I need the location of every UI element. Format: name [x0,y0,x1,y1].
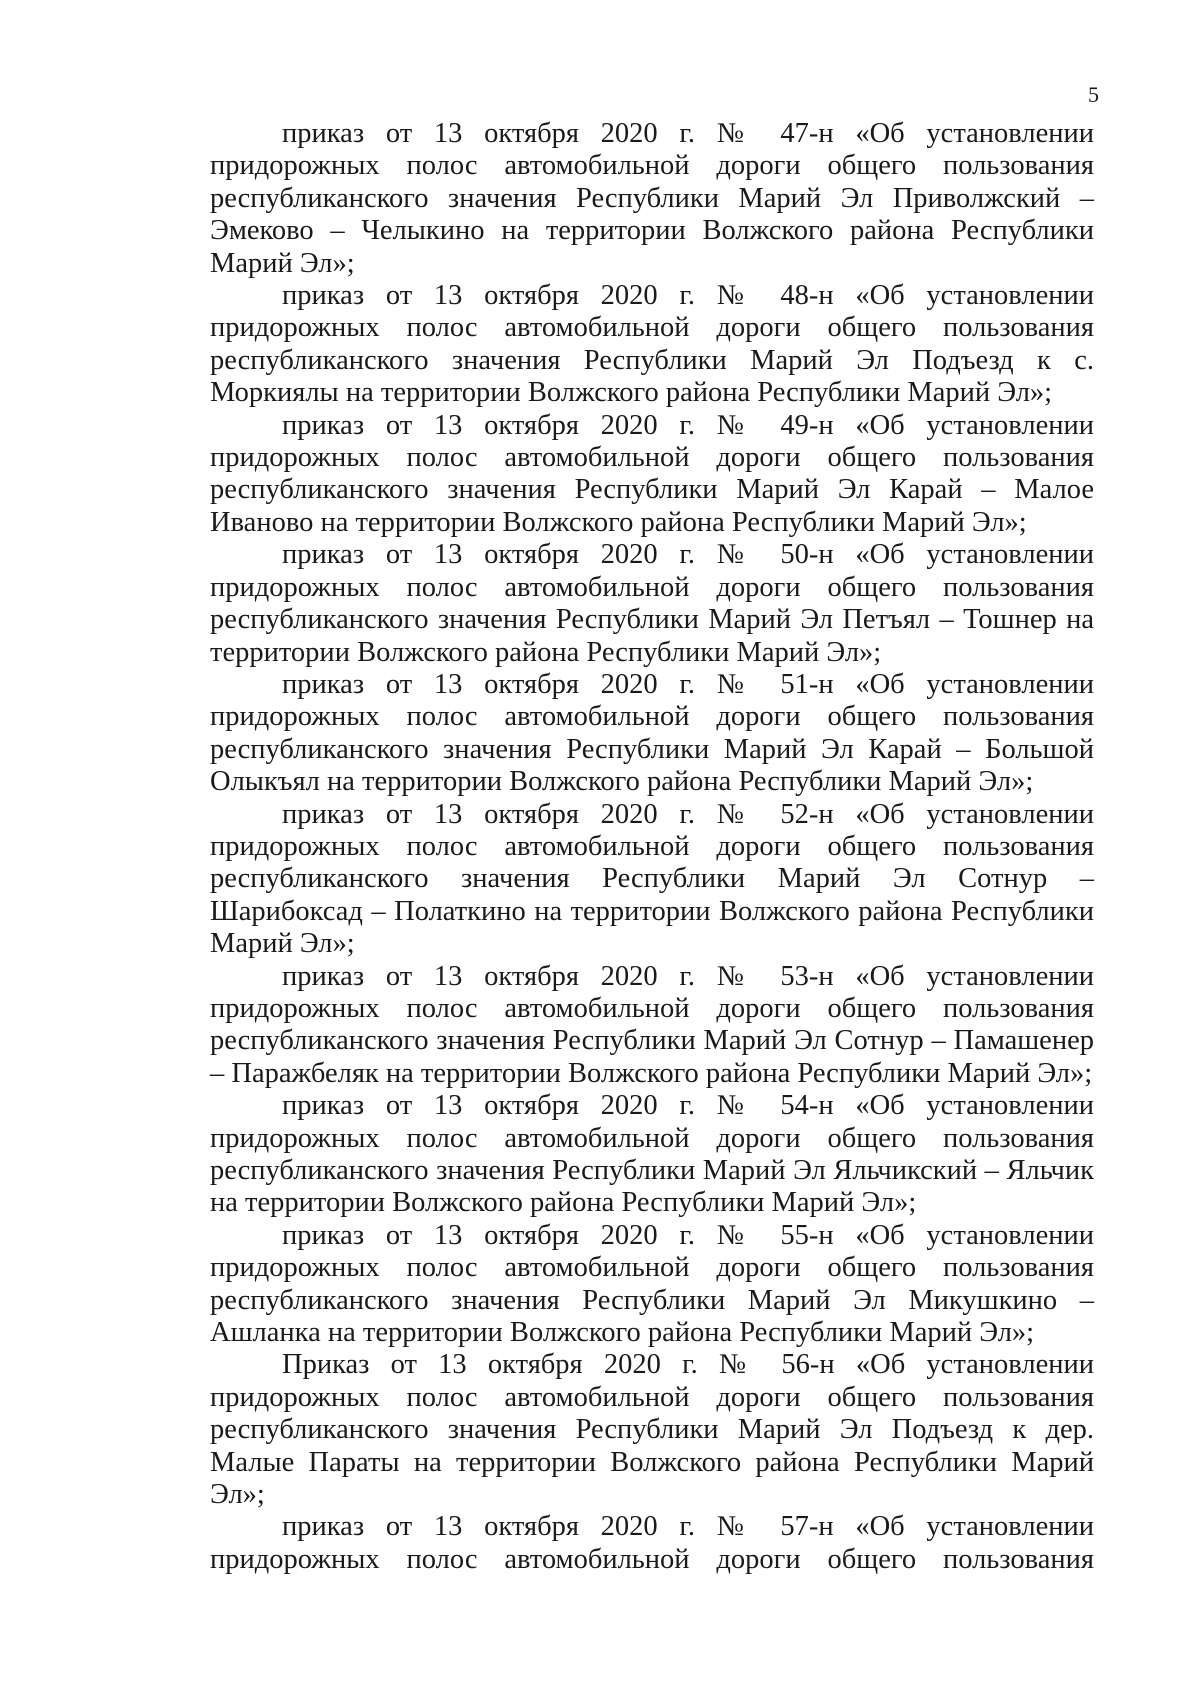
order-paragraph-53: приказ от 13 октября 2020 г. № 53-н «Об установлении придорожных полос автомобильной дороги общего пользования республиканского значения Республики Марий Эл Сотнур – Памашенер – Паражбеляк на территории Волжского района Республики Марий Эл»; [210,960,1094,1089]
order-paragraph-55: приказ от 13 октября 2020 г. № 55-н «Об установлении придорожных полос автомобильной дороги общего пользования республиканского значения Республики Марий Эл Микушкино – Ашланка на территории Волжского района Республики Марий Эл»; [210,1219,1094,1349]
order-paragraph-48: приказ от 13 октября 2020 г. № 48-н «Об установлении придорожных полос автомобильной дороги общего пользования республиканского значения Республики Марий Эл Подъезд к с. Моркиялы на территории Волжского района Республики Марий Эл»; [210,280,1094,409]
order-paragraph-57: приказ от 13 октября 2020 г. № 57-н «Об установлении придорожных полос автомобильной дороги общего пользования [210,1511,1094,1575]
order-paragraph-47: приказ от 13 октября 2020 г. № 47-н «Об установлении придорожных полос автомобильной дороги общего пользования республиканского значения Республики Марий Эл Приволжский – Эмеково – Челыкино на территории Волжского района Республики Марий Эл»; [210,118,1094,279]
order-paragraph-52: приказ от 13 октября 2020 г. № 52-н «Об установлении придорожных полос автомобильной дороги общего пользования республиканского значения Республики Марий Эл Сотнур – Шарибоксад – Полаткино на территории Волжского района Республики Марий Эл»; [210,798,1094,960]
page-number: 5 [1088,82,1099,107]
order-paragraph-54: приказ от 13 октября 2020 г. № 54-н «Об установлении придорожных полос автомобильной дороги общего пользования республиканского значения Республики Марий Эл Яльчикский – Яльчик на территории Волжского района Республики Марий Эл»; [210,1090,1094,1219]
order-paragraph-56: Приказ от 13 октября 2020 г. № 56-н «Об установлении придорожных полос автомобильной дороги общего пользования республиканского значения Республики Марий Эл Подъезд к дер. Малые Параты на территории Волжского района Республики Марий Эл»; [210,1349,1094,1511]
order-paragraph-49: приказ от 13 октября 2020 г. № 49-н «Об установлении придорожных полос автомобильной дороги общего пользования республиканского значения Республики Марий Эл Карай – Малое Иваново на территории Волжского района Республики Марий Эл»; [210,409,1094,538]
order-paragraph-50: приказ от 13 октября 2020 г. № 50-н «Об установлении придорожных полос автомобильной дороги общего пользования республиканского значения Республики Марий Эл Петъял – Тошнер на территории Волжского района Республики Марий Эл»; [210,539,1094,668]
order-paragraph-51: приказ от 13 октября 2020 г. № 51-н «Об установлении придорожных полос автомобильной дороги общего пользования республиканского значения Республики Марий Эл Карай – Большой Олыкъял на территории Волжского района Республики Марий Эл»; [210,668,1094,798]
document-body [210,118,1094,1576]
